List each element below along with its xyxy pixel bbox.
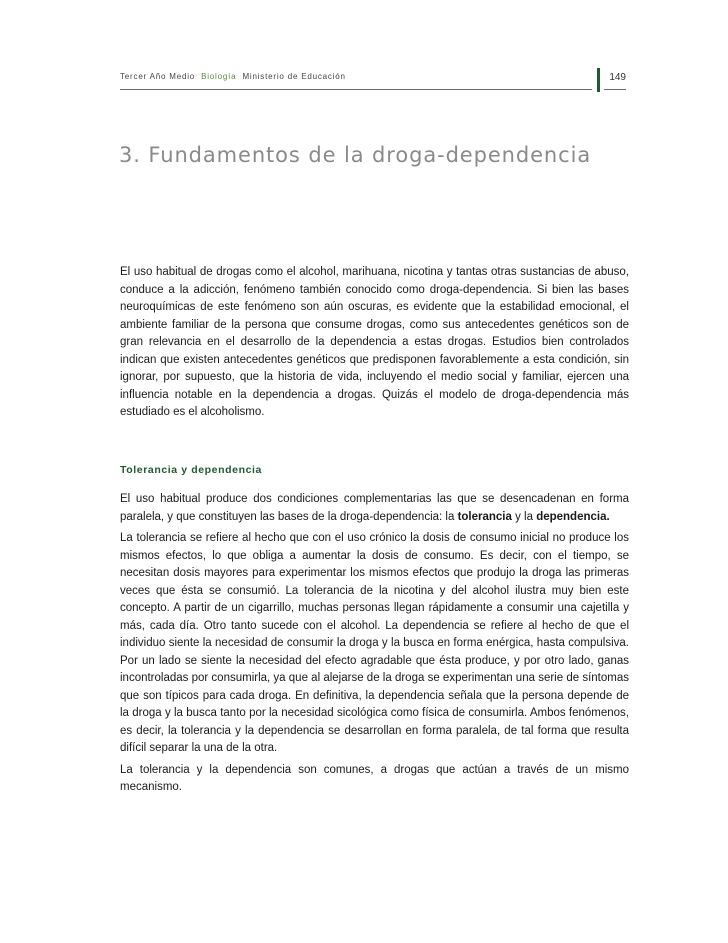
term-dependencia: dependencia. [536,510,610,523]
page-number-rule [604,89,626,90]
term-tolerancia: tolerancia [457,510,512,523]
subject-label: Biología [201,72,237,81]
course-label: Tercer Año Medio [120,72,196,81]
header-rule [120,89,592,90]
section-paragraph-2: La tolerancia se refiere al hecho que con el uso crónico la dosis de consumo inicial no produce los mismos efectos, lo que obliga a aumentar la dosis de consumo. Es decir, con el tiempo, se necesitan dosis mayores para experimentar los mismos efectos que produjo la droga las primeras veces que ésta se consumió. La tolerancia de la nicotina y del alcohol ilustra muy bien este concepto. A partir de un cigarrillo, muchas personas llegan rápidamente a consumir una cajetilla y más, cada día. Otro tanto sucede con el alcohol. La dependencia se refiere al hecho de que el individuo siente la necesidad de consumir la droga y la busca en forma enérgica, hasta compulsiva. Por un lado se siente la necesidad del efecto agradable que ésta produce, y por otro lado, ganas incontroladas por consumirla, ya que al alejarse de la droga se experimentan una serie de síntomas que son típicos para cada droga. En definitiva, la dependencia señala que la persona depende de la droga y la busca tanto por la necesidad sicológica como física de consumirla. Ambos fenómenos, es decir, la tolerancia y la dependencia se desarrollan en forma paralela, de tal forma que resulta difícil separar la una de la otra. [120,532,629,754]
ministry-label: Ministerio de Educación [242,72,346,81]
chapter-title: 3. Fundamentos de la droga-dependencia [119,143,592,167]
section-paragraph-3: La tolerancia y la dependencia son comunes, a drogas que actúan a través de un mismo mecanismo. [120,763,629,793]
section-heading: Tolerancia y dependencia [120,464,262,476]
p1-join: y la [511,510,537,523]
section-body [120,491,629,801]
p1-text: El uso habitual produce dos condiciones complementarias las que se desencadenan en forma paralela, y que constituyen las bases de la droga-dependencia: la [120,493,629,523]
running-header [120,72,346,81]
section-paragraph-1 [120,491,629,526]
page-number: 149 [609,72,626,83]
header-accent-bar [597,68,600,92]
intro-paragraph: El uso habitual de drogas como el alcohol, marihuana, nicotina y tantas otras sustancias de abuso, conduce a la adicción, fenómeno también conocido como droga-dependencia. Si bien las bases neuroquímicas de este fenómeno son aún oscuras, es evidente que la estabilidad emocional, el ambiente familiar de la persona que consume drogas, como sus antecedentes genéticos son de gran relevancia en el desarrollo de la dependencia a estas drogas. Estudios bien controlados indican que existen antecedentes genéticos que predisponen favorablemente a esta condición, sin ignorar, por supuesto, que la historia de vida, incluyendo el medio social y familiar, ejercen una influencia notable en la dependencia a drogas. Quizás el modelo de droga-dependencia más estudiado es el alcoholismo. [120,266,629,418]
